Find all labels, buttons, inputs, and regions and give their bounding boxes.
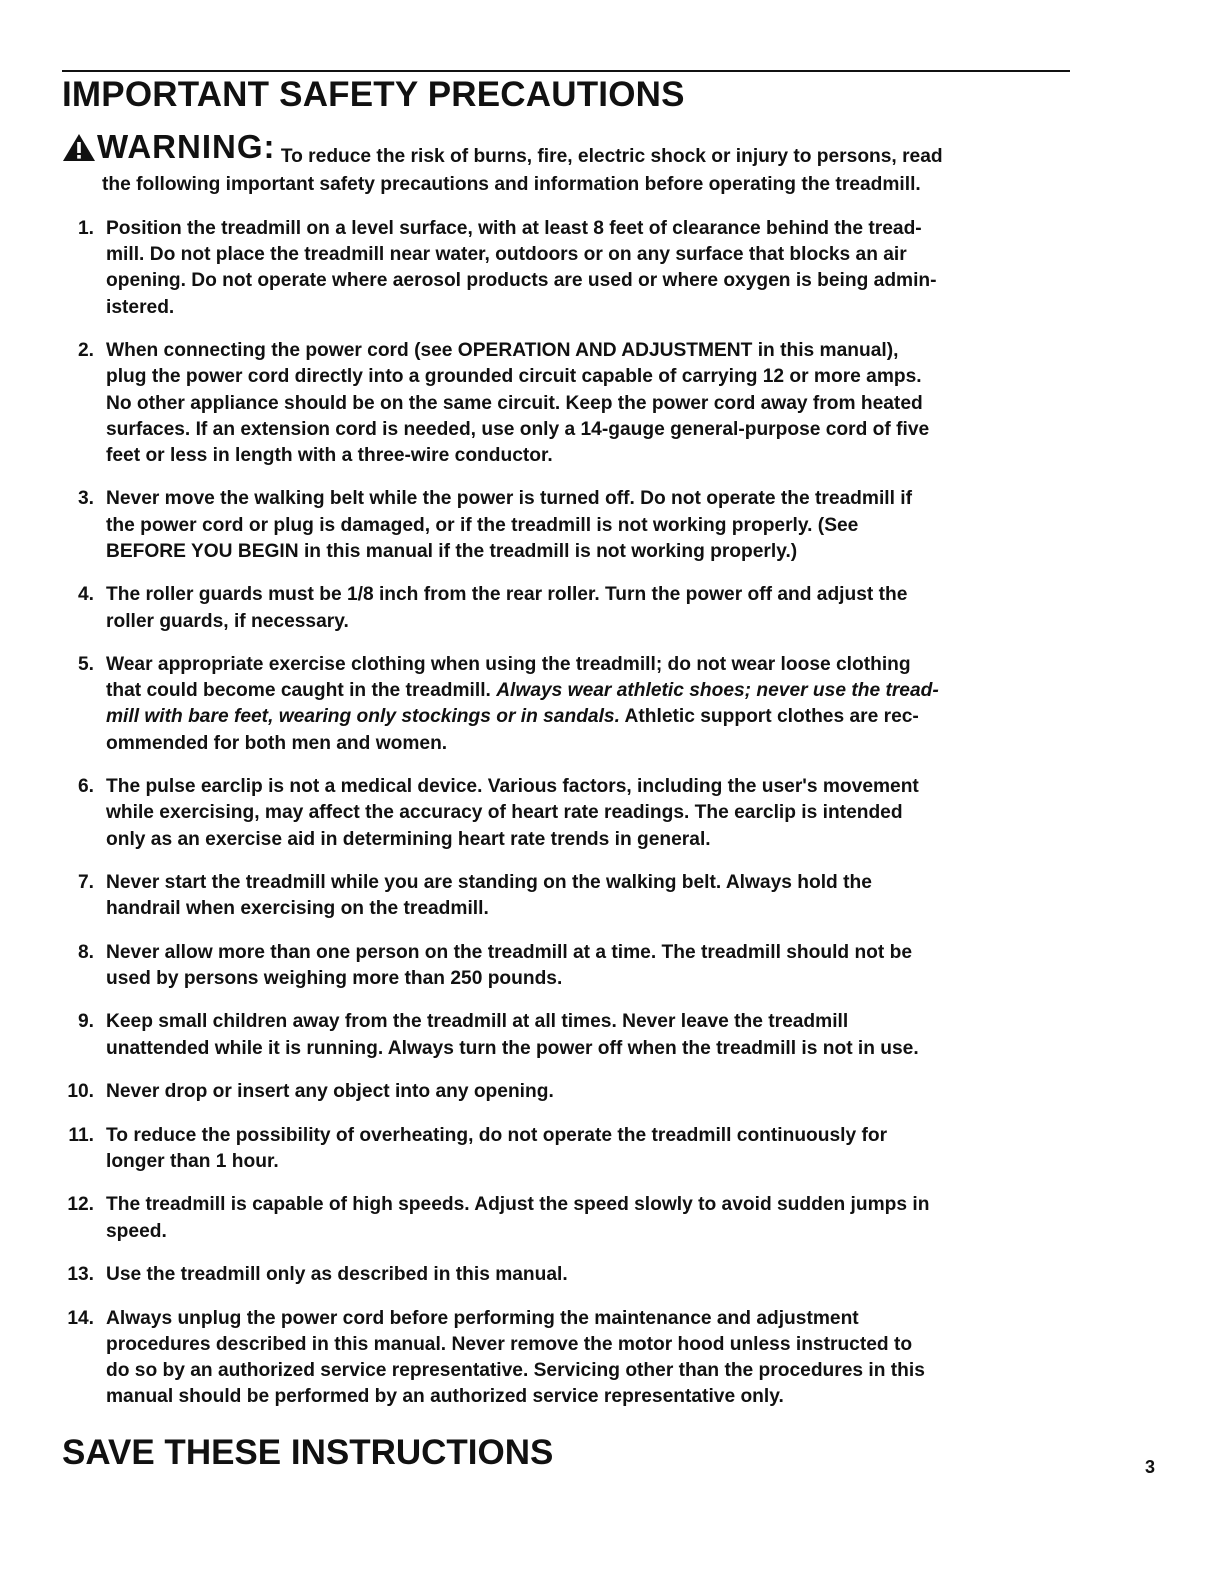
item-line: while exercising, may affect the accuracy of heart rate readings. The earclip is intended (106, 802, 903, 824)
item-line: Never drop or insert any object into any opening. (106, 1081, 554, 1103)
precaution-item-11 (60, 1123, 1072, 1175)
item-number: 9. (77, 1011, 94, 1033)
item-line: only as an exercise aid in determining heart rate trends in general. (106, 828, 711, 850)
item-line: longer than 1 hour. (106, 1150, 279, 1172)
page-number: 3 (1145, 1457, 1156, 1477)
precaution-item-2 (60, 338, 1072, 469)
item-line: unattended while it is running. Always turn the power off when the treadmill is not in use. (106, 1037, 919, 1059)
item-number: 4. (77, 584, 94, 606)
item-number: 14. (67, 1307, 94, 1329)
item-line: No other appliance should be on the same circuit. Keep the power cord away from heated (106, 392, 923, 414)
warning-label: WARNING: (97, 128, 276, 165)
item-number: 5. (77, 654, 94, 676)
item-text: Athletic support clothes are rec- (619, 706, 919, 728)
item-line: Position the treadmill on a level surface, with at least 8 feet of clearance behind the tread- (106, 218, 922, 239)
item-line: do so by an authorized service representative. Servicing other than the procedures in this (106, 1359, 925, 1381)
item-line (106, 704, 1072, 730)
warning-triangle-icon (62, 132, 96, 162)
precaution-item-9 (60, 1009, 1072, 1061)
item-line: mill. Do not place the treadmill near water, outdoors or on any surface that blocks an air (106, 244, 907, 266)
item-line: manual should be performed by an authorized service representative only. (106, 1386, 784, 1408)
warning-block (62, 128, 1072, 198)
item-number: 6. (77, 776, 94, 798)
item-line: roller guards, if necessary. (106, 610, 349, 632)
warning-text-line-2: the following important safety precautions and information before operating the treadmill. (102, 174, 921, 195)
warning-text-line-1: To reduce the risk of burns, fire, electric shock or injury to persons, read (280, 146, 943, 167)
item-line: speed. (106, 1220, 167, 1242)
item-italic-text: Always wear athletic shoes; never use the tread- (496, 680, 939, 702)
warning-heading (62, 128, 276, 165)
precaution-item-8 (60, 940, 1072, 992)
item-line: plug the power cord directly into a grounded circuit capable of carrying 12 or more amps. (106, 366, 922, 388)
item-number: 12. (67, 1194, 94, 1216)
item-line: BEFORE YOU BEGIN in this manual if the treadmill is not working properly.) (106, 540, 798, 562)
item-line: To reduce the possibility of overheating, do not operate the treadmill continuously for (106, 1124, 888, 1146)
item-text: that could become caught in the treadmill. (106, 680, 497, 702)
page-title: IMPORTANT SAFETY PRECAUTIONS (62, 75, 685, 114)
item-line: Use the treadmill only as described in this manual. (106, 1264, 568, 1286)
item-line: procedures described in this manual. Never remove the motor hood unless instructed to (106, 1333, 913, 1355)
item-number: 13. (67, 1264, 94, 1286)
item-line (106, 678, 1072, 704)
precaution-item-4 (60, 582, 1072, 634)
item-line: Never move the walking belt while the power is turned off. Do not operate the treadmill if (106, 488, 912, 510)
save-instructions-heading: SAVE THESE INSTRUCTIONS (62, 1433, 554, 1472)
item-line: Always unplug the power cord before performing the maintenance and adjustment (106, 1307, 859, 1329)
item-italic-text: mill with bare feet, wearing only stockings or in sandals. (106, 706, 620, 728)
item-number: 1. (77, 218, 94, 239)
item-line: istered. (106, 296, 175, 318)
item-line: handrail when exercising on the treadmill. (106, 898, 489, 920)
precaution-item-6 (60, 774, 1072, 853)
warning-line-1 (62, 128, 1072, 170)
precaution-item-5 (60, 652, 1072, 757)
item-line: The pulse earclip is not a medical device. Various factors, including the user's movement (106, 776, 919, 798)
precaution-item-3 (60, 486, 1072, 565)
item-number: 8. (77, 941, 94, 963)
precaution-item-10 (60, 1079, 1072, 1105)
item-number: 10. (67, 1081, 94, 1103)
precaution-item-1 (60, 216, 1072, 321)
precaution-item-7 (60, 870, 1072, 922)
item-number: 11. (68, 1124, 94, 1146)
item-number: 2. (77, 340, 94, 362)
precaution-item-13 (60, 1262, 1072, 1288)
top-rule-divider (62, 70, 1070, 72)
item-line: opening. Do not operate where aerosol products are used or where oxygen is being admin- (106, 270, 937, 292)
item-number: 7. (77, 872, 94, 894)
item-line: The treadmill is capable of high speeds. Adjust the speed slowly to avoid sudden jumps in (106, 1194, 930, 1216)
item-line: surfaces. If an extension cord is needed, use only a 14-gauge general-purpose cord of five (106, 418, 930, 440)
item-line: The roller guards must be 1/8 inch from the rear roller. Turn the power off and adjust the (106, 584, 908, 606)
item-line: Never allow more than one person on the treadmill at a time. The treadmill should not be (106, 941, 913, 963)
precaution-item-12 (60, 1192, 1072, 1244)
item-line: ommended for both men and women. (106, 732, 448, 754)
item-line: the power cord or plug is damaged, or if the treadmill is not working properly. (See (106, 514, 859, 536)
item-line: used by persons weighing more than 250 pounds. (106, 967, 563, 989)
precaution-item-14 (60, 1306, 1072, 1411)
item-line: Never start the treadmill while you are standing on the walking belt. Always hold the (106, 872, 872, 894)
item-line: feet or less in length with a three-wire conductor. (106, 444, 553, 466)
item-line: Keep small children away from the treadmill at all times. Never leave the treadmill (106, 1011, 849, 1033)
precautions-list (60, 216, 1072, 1428)
item-line: Wear appropriate exercise clothing when using the treadmill; do not wear loose clothing (106, 654, 911, 676)
item-number: 3. (77, 488, 94, 510)
item-line: When connecting the power cord (see OPERATION AND ADJUSTMENT in this manual), (106, 340, 899, 362)
